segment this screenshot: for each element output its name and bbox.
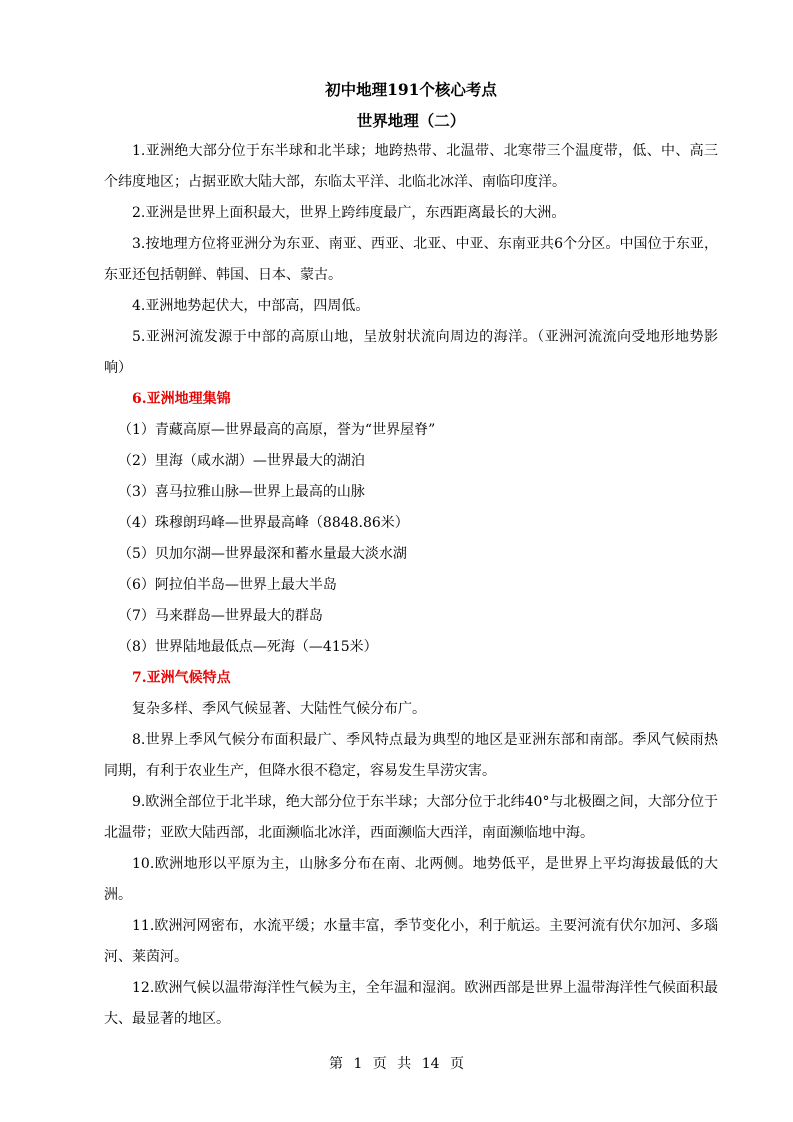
paragraph-10: 10.欧洲地形以平原为主，山脉多分布在南、北两侧。地势低平，是世界上平均海拔最低的大洲。 xyxy=(104,856,718,903)
list-item: （5）贝加尔湖—世界最深和蓄水量最大淡水湖 xyxy=(118,546,407,562)
list-item: （4）珠穆朗玛峰—世界最高峰（8848.86米） xyxy=(118,515,409,531)
page-footer: 第 1 页 共 14 页 xyxy=(329,1056,464,1072)
list-item: （2）里海（咸水湖）—世界最大的湖泊 xyxy=(118,453,365,469)
paragraph-2: 2.亚洲是世界上面积最大，世界上跨纬度最广，东西距离最长的大洲。 xyxy=(132,205,566,221)
list-item: （1）青藏高原—世界最高的高原，誉为“世界屋脊” xyxy=(118,422,436,438)
paragraph-12: 12.欧洲气候以温带海洋性气候为主，全年温和湿润。欧洲西部是世界上温带海洋性气候面积最大、最显著的地区。 xyxy=(104,980,718,1027)
section-6-heading: 6.亚洲地理集锦 xyxy=(132,391,231,407)
paragraph-11: 11.欧洲河网密布，水流平缓；水量丰富，季节变化小，利于航运。主要河流有伏尔加河、多瑙河、莱茵河。 xyxy=(104,918,718,965)
document-body xyxy=(104,74,718,1035)
list-item: （7）马来群岛—世界最大的群岛 xyxy=(118,608,323,624)
document-subtitle: 世界地理（二） xyxy=(356,111,466,130)
list-item: （8）世界陆地最低点—死海（—415米） xyxy=(118,639,378,655)
list-item: （3）喜马拉雅山脉—世界上最高的山脉 xyxy=(118,484,365,500)
list-item: （6）阿拉伯半岛—世界上最大半岛 xyxy=(118,577,337,593)
paragraph-4: 4.亚洲地势起伏大，中部高，四周低。 xyxy=(132,298,370,314)
document-title: 初中地理191个核心考点 xyxy=(325,80,497,99)
section-7-text: 复杂多样、季风气候显著、大陆性气候分布广。 xyxy=(132,701,426,717)
paragraph-9: 9.欧洲全部位于北半球，绝大部分位于东半球；大部分位于北纬40°与北极圈之间，大部分位于北温带；亚欧大陆西部，北面濒临北冰洋，西面濒临大西洋，南面濒临地中海。 xyxy=(104,794,718,841)
paragraph-5: 5.亚洲河流发源于中部的高原山地，呈放射状流向周边的海洋。（亚洲河流流向受地形地势影响） xyxy=(104,329,718,376)
paragraph-1: 1.亚洲绝大部分位于东半球和北半球；地跨热带、北温带、北寒带三个温度带，低、中、高三个纬度地区；占据亚欧大陆大部，东临太平洋、北临北冰洋、南临印度洋。 xyxy=(104,143,718,190)
section-7-heading: 7.亚洲气候特点 xyxy=(132,670,231,686)
paragraph-8: 8.世界上季风气候分布面积最广、季风特点最为典型的地区是亚洲东部和南部。季风气候雨热同期，有利于农业生产，但降水很不稳定，容易发生旱涝灾害。 xyxy=(104,732,718,779)
paragraph-3: 3.按地理方位将亚洲分为东亚、南亚、西亚、北亚、中亚、东南亚共6个分区。中国位于东亚，东亚还包括朝鲜、韩国、日本、蒙古。 xyxy=(104,236,718,283)
